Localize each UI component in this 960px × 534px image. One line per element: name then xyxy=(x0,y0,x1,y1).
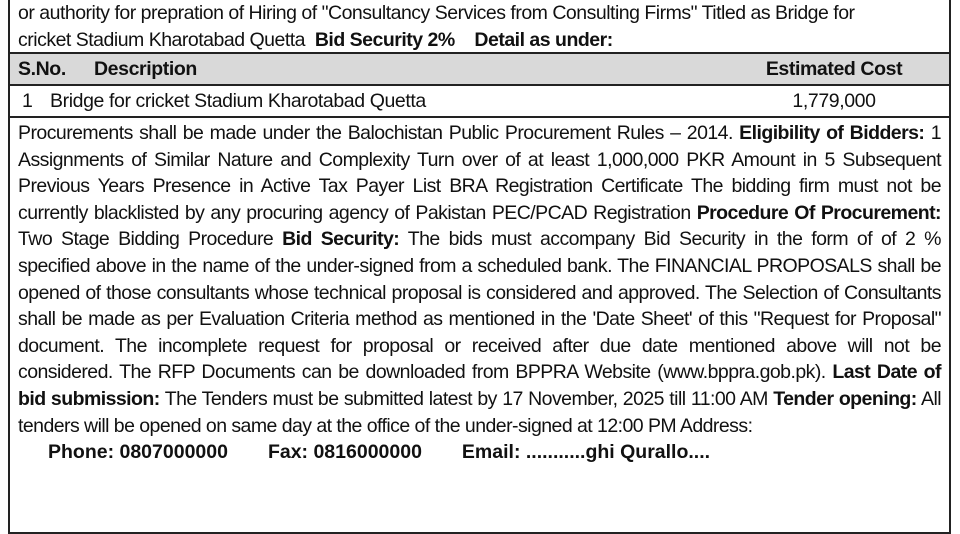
header-cost: Estimated Cost xyxy=(765,57,903,80)
row-cost: 1,779,000 xyxy=(792,89,876,112)
intro-bid-security: Bid Security 2% xyxy=(314,29,455,51)
header-sno: S.No. xyxy=(18,57,66,80)
contact-footer xyxy=(10,439,949,466)
phone-number: Phone: 0807000000 xyxy=(48,441,228,464)
rules-text: Procurements shall be made under the Balochistan Public Procurement Rules – 2014. xyxy=(18,122,733,144)
eligibility-label: Eligibility of Bidders: xyxy=(739,122,925,144)
tender-opening-text: All tenders will be opened on same day at the office of the under-signed at 12:00 PM Address: xyxy=(18,387,942,437)
header-description: Description xyxy=(94,57,197,80)
table-header xyxy=(10,52,949,86)
intro-line-1: or authority for prepration of Hiring of "Consultancy Services from Consulting Firms" Titled as Bridge for xyxy=(18,2,855,24)
conditions-paragraph xyxy=(10,118,949,439)
bid-security-text: The bids must accompany Bid Security in the form of of 2 % specified above in the name of the under-signed from a scheduled bank. The FINANCIAL PROPOSALS shall be opened of those consultants whose technical proposal is considered and approved. The Selection of Consultants shall be made as per Evaluation Criteria method as mentioned in the 'Date Sheet' of this "Request for Proposal" document. The incomplete request for proposal or received after due date mentioned above will not be considered. The RFP Documents can be downloaded from BPPRA Website (www.bppra.gob.pk). xyxy=(18,228,941,384)
tender-notice xyxy=(8,0,951,534)
tender-opening-label: Tender opening: xyxy=(773,387,917,410)
intro-detail: Detail as under: xyxy=(474,29,613,51)
procedure-label: Procedure Of Procurement: xyxy=(696,201,941,224)
row-description: Bridge for cricket Stadium Kharotabad Quetta xyxy=(50,89,426,112)
procedure-text: Two Stage Bidding Procedure xyxy=(18,228,274,251)
intro-paragraph xyxy=(10,0,949,52)
last-date-text: The Tenders must be submitted latest by 17 November, 2025 till 11:00 AM xyxy=(164,387,768,410)
eligibility-text: 1 Assignments of Similar Nature and Complexity Turn over of at least 1,000,000 PKR Amount in 5 Subsequent Previous Years Presence in Active Tax Payer List BRA Registration Certificate The bidding firm must not be currently blacklisted by any procuring agency of Pakistan PEC/PCAD Registration xyxy=(18,122,941,224)
email-address: Email: ...........ghi Qurallo.... xyxy=(461,441,711,464)
intro-project-name: cricket Stadium Kharotabad Quetta xyxy=(18,29,305,51)
row-sno: 1 xyxy=(22,89,33,112)
last-date-label: Last Date of bid submission: xyxy=(18,361,941,410)
bid-security-label: Bid Security: xyxy=(282,228,400,251)
table-row xyxy=(10,86,949,118)
intro-line-2 xyxy=(18,27,941,54)
fax-number: Fax: 0816000000 xyxy=(267,441,422,464)
